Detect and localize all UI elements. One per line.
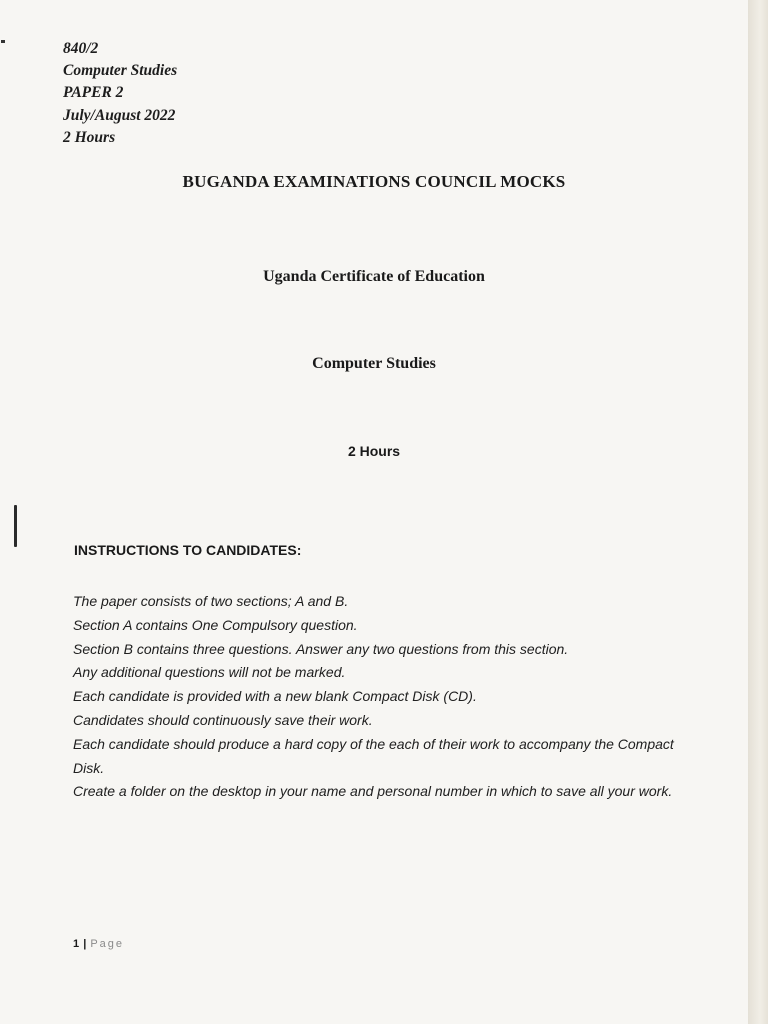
page-word: Page <box>90 938 125 950</box>
instruction-item: Create a folder on the desktop in your name and personal number in which to save all your work. <box>73 783 673 800</box>
instructions-heading: INSTRUCTIONS TO CANDIDATES: <box>74 542 302 558</box>
footer-separator: | <box>83 938 87 950</box>
instruction-item: Candidates should continuously save their work. <box>73 711 373 728</box>
header-subject: Computer Studies <box>63 62 178 80</box>
paper-header <box>63 38 177 149</box>
paper-code: 840/2 <box>63 40 99 57</box>
header-duration: 2 Hours <box>63 128 116 146</box>
paper-number: PAPER 2 <box>63 84 124 102</box>
instructions-list <box>73 590 703 804</box>
duration-center: 2 Hours <box>347 443 401 459</box>
instruction-item: Any additional questions will not be marked. <box>73 664 346 681</box>
subject-title: Computer Studies <box>312 355 436 372</box>
certificate-title: Uganda Certificate of Education <box>263 268 485 285</box>
page-footer <box>73 938 124 950</box>
exam-date: July/August 2022 <box>63 106 176 124</box>
instruction-item: Each candidate is provided with a new blank Compact Disk (CD). <box>73 688 477 705</box>
page-number: 1 <box>73 938 80 950</box>
page-edge-shadow <box>748 0 768 1024</box>
instruction-item: The paper consists of two sections; A and B. <box>73 593 349 609</box>
instruction-item: Section B contains three questions. Answer any two questions from this section. <box>73 640 569 657</box>
instruction-item: Each candidate should produce a hard copy of the each of their work to accompany the Compact Disk. <box>73 735 674 776</box>
instruction-item: Section A contains One Compulsory question. <box>73 616 358 633</box>
scan-mark <box>1 40 5 43</box>
margin-mark <box>14 505 17 547</box>
exam-title: BUGANDA EXAMINATIONS COUNCIL MOCKS <box>182 172 566 191</box>
